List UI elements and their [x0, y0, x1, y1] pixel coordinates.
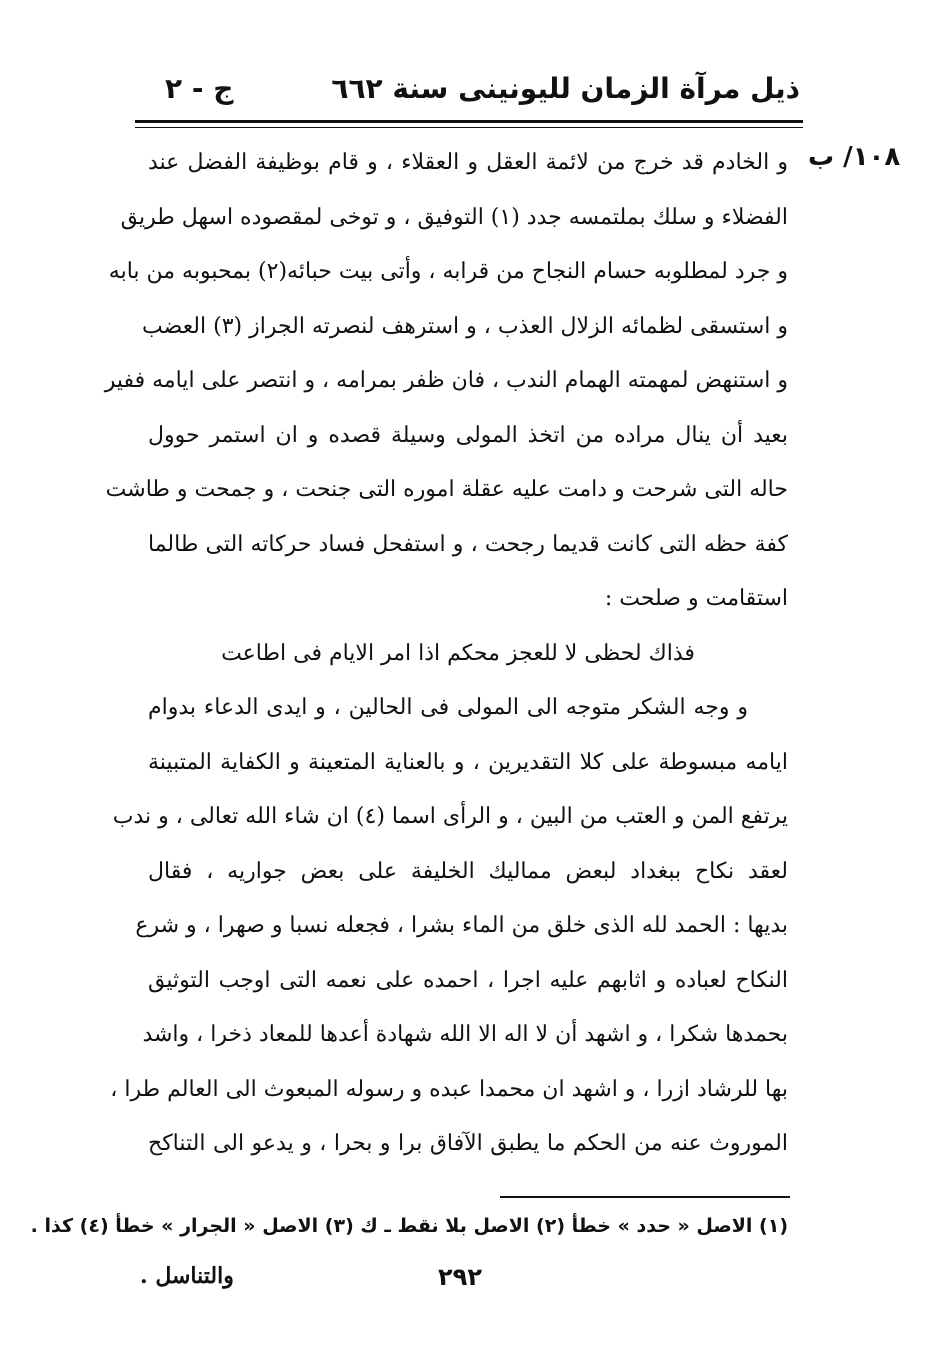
folio-marker: ١٠٨/ ب — [808, 142, 901, 172]
running-title: ذيل مرآة الزمان لليونينى سنة ٦٦٢ — [331, 72, 800, 105]
catchword: والتناسل . — [140, 1263, 234, 1289]
page-number: ٢٩٢ — [438, 1263, 482, 1291]
text-line: الفضلاء و سلك بملتمسه جدد (١) التوفيق ، و توخى لمقصوده اسهل طريق — [120, 204, 788, 230]
text-line: حاله التى شرحت و دامت عليه عقلة اموره التى جنحت ، و جمحت و طاشت — [105, 477, 788, 502]
header-rule-thin — [135, 127, 803, 128]
volume-label: ج - ٢ — [165, 72, 234, 105]
text-line: الموروث عنه من الحكم ما يطبق الآفاق برا و بحرا ، و يدعو الى التناكح — [148, 1131, 788, 1156]
text-line: يرتفع المن و العتب من البين ، و الرأى اسما (٤) ان شاء الله تعالى ، و ندب — [112, 804, 788, 829]
text-line: بديها : الحمد لله الذى خلق من الماء بشرا ، فجعله نسبا و صهرا ، و شرع — [135, 913, 788, 938]
text-line: كفة حظه التى كانت قديما رجحت ، و استفحل فساد حركاته التى طالما — [148, 531, 788, 557]
text-line: استقامت و صلحت : — [604, 586, 788, 611]
footnotes: (١) الاصل « حدد » خطأ (٢) الاصل بلا نقط ـ ك (٣) الاصل « الجرار » خطأ (٤) كذا . — [30, 1215, 788, 1237]
text-line: بعيد أن ينال مراده من اتخذ المولى وسيلة قصده و ان استمر حوول — [148, 422, 788, 448]
text-line: لعقد نكاح ببغداد لبعض مماليك الخليفة على بعض جواريه ، فقال — [148, 858, 788, 884]
text-line: بها للرشاد ازرا ، و اشهد ان محمدا عبده و رسوله المبعوث الى العالم طرا ، — [110, 1076, 788, 1102]
body-text — [104, 136, 788, 1172]
text-line: النكاح لعباده و اثابهم عليه اجرا ، احمده على نعمه التى اوجب التوثيق — [148, 967, 788, 993]
text-line: و وجه الشكر متوجه الى المولى فى الحالين ، و ايدى الدعاء بدوام — [148, 695, 748, 720]
text-line: و الخادم قد خرج من لائمة العقل و العقلاء ، و قام بوظيفة الفضل عند — [148, 150, 788, 175]
header-rule-thick — [135, 120, 803, 123]
footnote-rule — [500, 1196, 790, 1198]
text-line: و استسقى لظمائه الزلال العذب ، و استرهف لنصرته الجراز (٣) العضب — [142, 313, 788, 339]
text-line: و استنهض لمهمته الهمام الندب ، فان ظفر بمرامه ، و انتصر على ايامه ففير — [104, 368, 788, 393]
text-line: ايامه مبسوطة على كلا التقديرين ، و بالعناية المتعينة و الكفاية المتبينة — [148, 749, 788, 775]
text-line: و جرد لمطلوبه حسام النجاح من قرابه ، وأتى بيت حبائه(٢) بمحبوبه من بابه — [108, 259, 788, 284]
verse-line: فذاك لحظى لا للعجز محكم اذا امر الايام فى اطاعت — [221, 640, 695, 666]
running-header — [140, 72, 800, 116]
text-line: بحمدها شكرا ، و اشهد أن لا اله الا الله شهادة أعدها للمعاد ذخرا ، واشد — [142, 1022, 788, 1047]
